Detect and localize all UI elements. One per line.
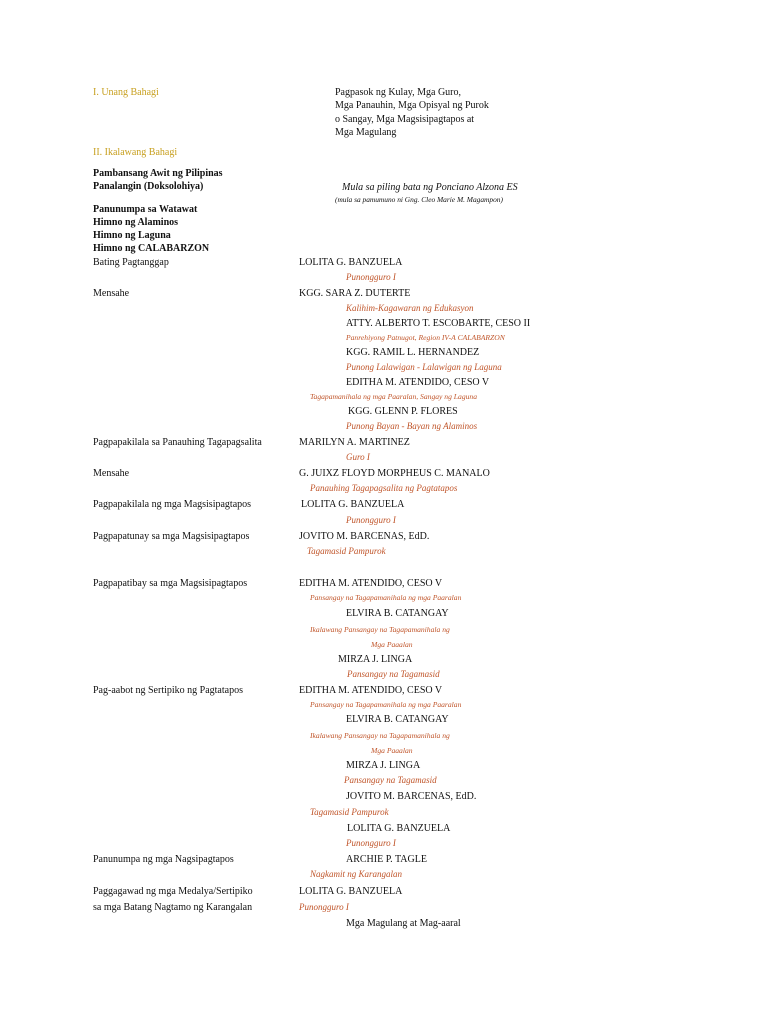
welcome-role: Punongguro I: [346, 272, 396, 282]
section-heading-first: I. Unang Bahagi: [93, 87, 159, 98]
message-speaker-role-4: Tagapamanihala ng mga Paaralan, Sangay ng Laguna: [310, 392, 478, 401]
medals-extra: Mga Magulang at Mag-aaral: [346, 918, 461, 929]
medals-label-2: sa mga Batang Nagtamo ng Karangalan: [93, 902, 253, 913]
confirm-person-role-2b: Mga Paaalan: [371, 640, 413, 649]
graduates-oath-name: ARCHIE P. TAGLE: [346, 854, 427, 865]
medals-label: Paggagawad ng mga Medalya/Sertipiko: [93, 886, 253, 897]
entrance-line-1: Pagpasok ng Kulay, Mga Guro,: [335, 87, 462, 98]
prayer-lead: (mula sa pamumuno ni Gng. Cleo Marie M. Magampon): [335, 195, 503, 204]
message-speaker-role-3: Punong Lalawigan - Lalawigan ng Laguna: [346, 362, 502, 372]
message-speaker-role-2: Panrehiyong Patnugot, Region IV-A CALABARZON: [346, 333, 505, 342]
certificates-label: Pag-aabot ng Sertipiko ng Pagtatapos: [93, 685, 243, 696]
confirm-person-role-2: Ikalawang Pansangay na Tagapamanihala ng: [310, 625, 450, 634]
medals-role: Punongguro I: [299, 902, 349, 912]
message-speaker-name-5: KGG. GLENN P. FLORES: [348, 406, 458, 417]
hymn-alaminos-item: Himno ng Alaminos: [93, 217, 179, 228]
certificate-person-role-3: Pansangay na Tagamasid: [344, 775, 437, 785]
graduates-certify-label: Pagpapatunay sa mga Magsisipagtapos: [93, 531, 250, 542]
graduates-oath-label: Panunumpa ng mga Nagsipagtapos: [93, 854, 234, 865]
graduates-intro-label: Pagpapakilala ng mga Magsisipagtapos: [93, 499, 252, 510]
guest-intro-role: Guro I: [346, 452, 370, 462]
section-heading-second: II. Ikalawang Bahagi: [93, 147, 178, 158]
welcome-label: Bating Pagtanggap: [93, 257, 169, 268]
welcome-name: LOLITA G. BANZUELA: [299, 257, 403, 268]
confirm-person-name-1: EDITHA M. ATENDIDO, CESO V: [299, 578, 443, 589]
graduates-oath-role: Nagkamit ng Karangalan: [310, 869, 403, 879]
guest-message-label: Mensahe: [93, 468, 130, 479]
certificate-person-role-4: Tagamasid Pampurok: [310, 807, 389, 817]
message-speaker-role-1: Kalihim-Kagawaran ng Edukasyon: [346, 303, 474, 313]
certificate-person-name-4: JOVITO M. BARCENAS, EdD.: [346, 791, 477, 802]
graduates-intro-role: Punongguro I: [346, 515, 396, 525]
hymn-laguna-item: Himno ng Laguna: [93, 230, 171, 241]
certificate-person-role-2b: Mga Paaalan: [371, 746, 413, 755]
guest-message-role: Panauhing Tagapagsalita ng Pagtatapos: [310, 483, 458, 493]
message-speaker-name-2: ATTY. ALBERTO T. ESCOBARTE, CESO II: [346, 318, 531, 329]
graduates-certify-name: JOVITO M. BARCENAS, EdD.: [299, 531, 430, 542]
message-speaker-name-3: KGG. RAMIL L. HERNANDEZ: [346, 347, 480, 358]
entrance-line-3: o Sangay, Mga Magsisipagtapos at: [335, 114, 475, 125]
guest-message-name: G. JUIXZ FLOYD MORPHEUS C. MANALO: [299, 468, 490, 479]
message-speaker-role-5: Punong Bayan - Bayan ng Alaminos: [346, 421, 478, 431]
message-speaker-name-1: KGG. SARA Z. DUTERTE: [299, 288, 411, 299]
confirm-person-role-3: Pansangay na Tagamasid: [347, 669, 440, 679]
confirm-person-role-1: Pansangay na Tagapamanihala ng mga Paaralan: [310, 593, 462, 602]
confirm-person-name-2: ELVIRA B. CATANGAY: [346, 608, 449, 619]
confirm-person-name-3: MIRZA J. LINGA: [338, 654, 413, 665]
certificate-person-role-1: Pansangay na Tagapamanihala ng mga Paaralan: [310, 700, 462, 709]
guest-intro-label: Pagpapakilala sa Panauhing Tagapagsalita: [93, 437, 262, 448]
entrance-line-2: Mga Panauhin, Mga Opisyal ng Purok: [335, 100, 489, 111]
prayer-source: Mula sa piling bata ng Ponciano Alzona ES: [342, 182, 518, 193]
medals-name: LOLITA G. BANZUELA: [299, 886, 403, 897]
pledge-item: Panunumpa sa Watawat: [93, 204, 198, 215]
certificate-person-role-5: Punongguro I: [346, 838, 396, 848]
graduates-intro-name: LOLITA G. BANZUELA: [301, 499, 405, 510]
hymn-calabarzon-item: Himno ng CALABARZON: [93, 243, 210, 254]
certificate-person-name-1: EDITHA M. ATENDIDO, CESO V: [299, 685, 443, 696]
messages-label: Mensahe: [93, 288, 130, 299]
guest-intro-name: MARILYN A. MARTINEZ: [299, 437, 410, 448]
certificate-person-role-2: Ikalawang Pansangay na Tagapamanihala ng: [310, 731, 450, 740]
prayer-item: Panalangin (Doksolohiya): [93, 181, 204, 192]
entrance-line-4: Mga Magulang: [335, 127, 397, 138]
graduates-certify-role: Tagamasid Pampurok: [307, 546, 386, 556]
certificate-person-name-5: LOLITA G. BANZUELA: [347, 823, 451, 834]
graduates-confirm-label: Pagpapatibay sa mga Magsisipagtapos: [93, 578, 248, 589]
anthem-item: Pambansang Awit ng Pilipinas: [93, 168, 223, 179]
certificate-person-name-3: MIRZA J. LINGA: [346, 760, 421, 771]
message-speaker-name-4: EDITHA M. ATENDIDO, CESO V: [346, 377, 490, 388]
certificate-person-name-2: ELVIRA B. CATANGAY: [346, 714, 449, 725]
